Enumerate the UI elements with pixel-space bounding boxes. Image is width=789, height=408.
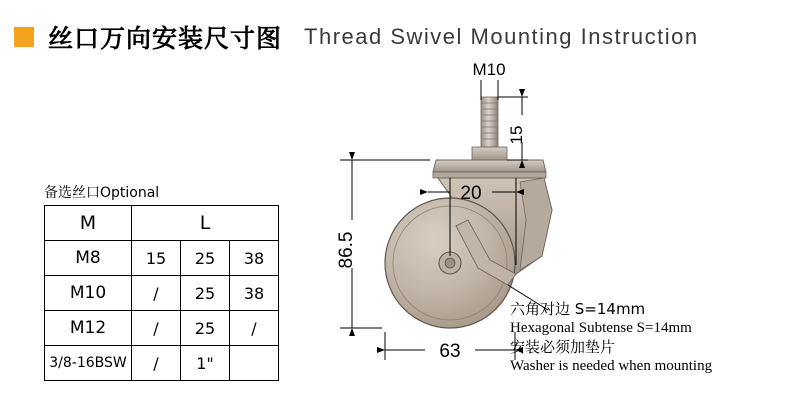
- row-m-label: M8: [45, 241, 132, 276]
- row-l-value: [230, 346, 279, 381]
- page-header: [0, 14, 789, 60]
- orange-square-icon: [14, 27, 34, 47]
- row-l-value: 38: [230, 276, 279, 311]
- note-line-2: Hexagonal Subtense S=14mm: [510, 320, 692, 336]
- row-m-label: M10: [45, 276, 132, 311]
- table-header-m: M: [45, 206, 132, 241]
- row-l-value: /: [132, 276, 181, 311]
- note-line-3: 安装必须加垫片: [510, 338, 616, 356]
- table-header-l: L: [132, 206, 279, 241]
- optional-table: [44, 205, 279, 381]
- note-line-1: 六角对边 S=14mm: [510, 300, 646, 318]
- table-header-row: [45, 206, 279, 241]
- page-title-cn: 丝口万向安装尺寸图: [48, 24, 283, 53]
- dim-height: 86.5: [336, 231, 357, 269]
- row-l-value: 25: [181, 241, 230, 276]
- row-l-value: 1": [181, 346, 230, 381]
- dim-wheel-diameter: 63: [439, 341, 461, 362]
- row-l-value: 15: [132, 241, 181, 276]
- row-l-value: /: [132, 346, 181, 381]
- notes-block: [510, 300, 712, 376]
- row-l-value: 25: [181, 276, 230, 311]
- table-row: [45, 311, 279, 346]
- table-row: [45, 346, 279, 381]
- row-l-value: /: [132, 311, 181, 346]
- row-m-label: 3/8-16BSW: [45, 346, 132, 381]
- dim-offset: 20: [460, 183, 482, 204]
- note-line-4: Washer is needed when mounting: [510, 358, 713, 374]
- row-l-value: 25: [181, 311, 230, 346]
- caster-body-illustration: [385, 97, 552, 328]
- optional-table-caption: 备选丝口Optional: [44, 185, 160, 201]
- dim-thread-label: M10: [472, 60, 506, 79]
- row-m-label: M12: [45, 311, 132, 346]
- row-l-value: 38: [230, 241, 279, 276]
- row-l-value: /: [230, 311, 279, 346]
- table-row: [45, 241, 279, 276]
- table-row: [45, 276, 279, 311]
- dim-thread-length: 15: [507, 125, 526, 145]
- page-title-en: Thread Swivel Mounting Instruction: [304, 24, 699, 49]
